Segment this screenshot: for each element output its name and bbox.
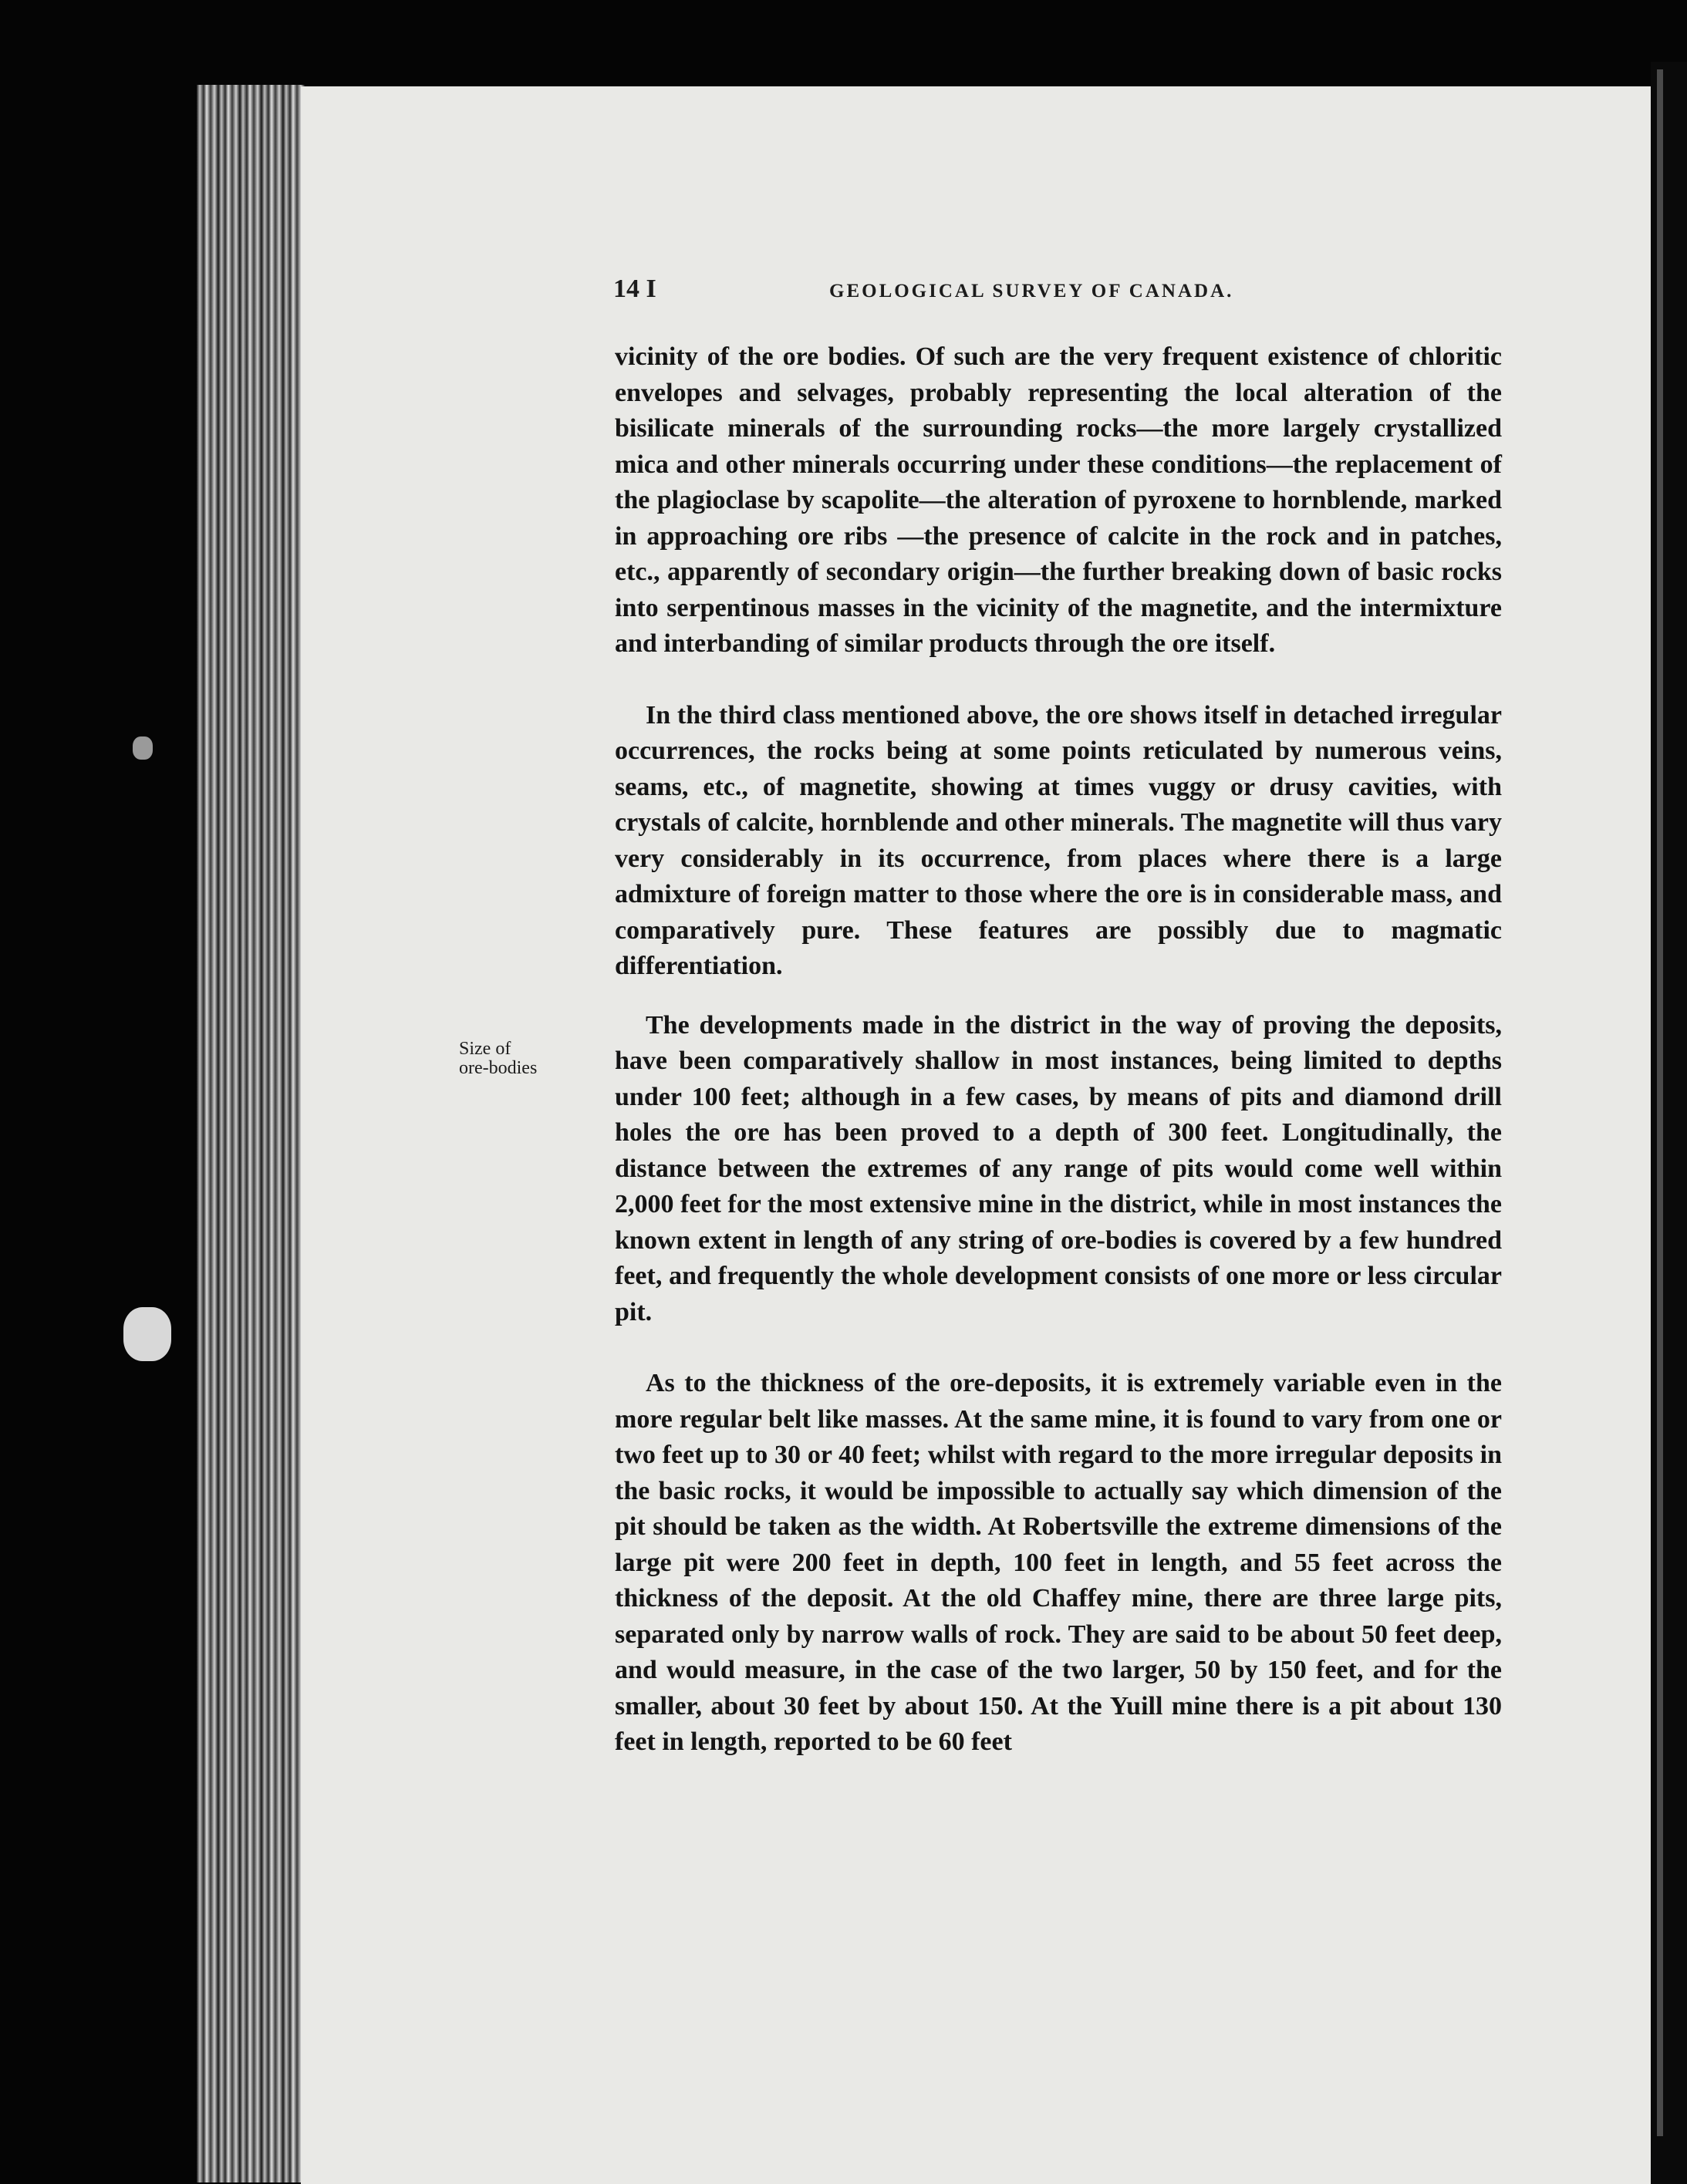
book-binding-edge: [197, 85, 305, 2182]
paragraph-4: As to the thickness of the ore-deposits, it is extremely variable even in the more regular belt like masses. At the same mine, it is found to vary from one or two feet up to 30 or 40 feet; whilst with regard to the more irregular deposits in the basic rocks, it would be impossible to actually say which dimension of the pit should be taken as the width. At Robertsville the extreme dimensions of the large pit were 200 feet in depth, 100 feet in length, and 55 feet across the thickness of the deposit. At the old Chaffey mine, there are three large pits, separated only by narrow walls of rock. They are said to be about 50 feet deep, and would measure, in the case of the two larger, 50 by 150 feet, and for the smaller, about 30 feet by about 150. At the Yuill mine there is a pit about 130 feet in length, reported to be 60 feet: [615, 1369, 1502, 1756]
page-number: 14 I: [613, 275, 656, 303]
scan-speck: [133, 736, 153, 760]
margin-note-line-1: Size of: [459, 1039, 511, 1059]
facing-page-edge: [1657, 69, 1663, 2136]
running-title: GEOLOGICAL SURVEY OF CANADA.: [829, 281, 1234, 302]
body-text: [615, 339, 1502, 1761]
margin-note: [459, 1040, 582, 1078]
paragraph-2: In the third class mentioned above, the ore shows itself in detached irregular occurrences, the rocks being at some points reticulated by numerous veins, seams, etc., of magnetite, showing at times vuggy or drusy cavities, with crystals of calcite, hornblende and other minerals. The magnetite will thus vary very considerably in its occurrence, from places where there is a large admixture of foreign matter to those where the ore is in considerable mass, and comparatively pure. These features are possibly due to magmatic differentiation.: [615, 700, 1502, 980]
paragraph-3: The developments made in the district in the way of proving the deposits, have been comparatively shallow in most instances, being limited to depths under 100 feet; although in a few cases, by means of pits and diamond drill holes the ore has been proved to a depth of 300 feet. Longitudinally, the distance between the extremes of any range of pits would come well within 2,000 feet for the most extensive mine in the district, while in most instances the known extent in length of any string of ore-bodies is covered by a few hundred feet, and frequently the whole development consists of one more or less circular pit.: [615, 1010, 1502, 1326]
scan-smudge: [123, 1307, 171, 1361]
margin-note-line-2: ore-bodies: [459, 1058, 538, 1078]
paragraph-1: vicinity of the ore bodies. Of such are the very frequent existence of chloritic envelopes and selvages, probably representing the local alteration of the bisilicate minerals of the surrounding rocks—the more largely crystallized mica and other minerals occurring under these conditions—the replacement of the plagioclase by scapolite—the alteration of pyroxene to hornblende, marked in approaching ore ribs —the presence of calcite in the rock and in patches, etc., apparently of secondary origin—the further breaking down of basic rocks into serpentinous masses in the vicinity of the magnetite, and the intermixture and interbanding of similar products through the ore itself.: [615, 342, 1502, 658]
